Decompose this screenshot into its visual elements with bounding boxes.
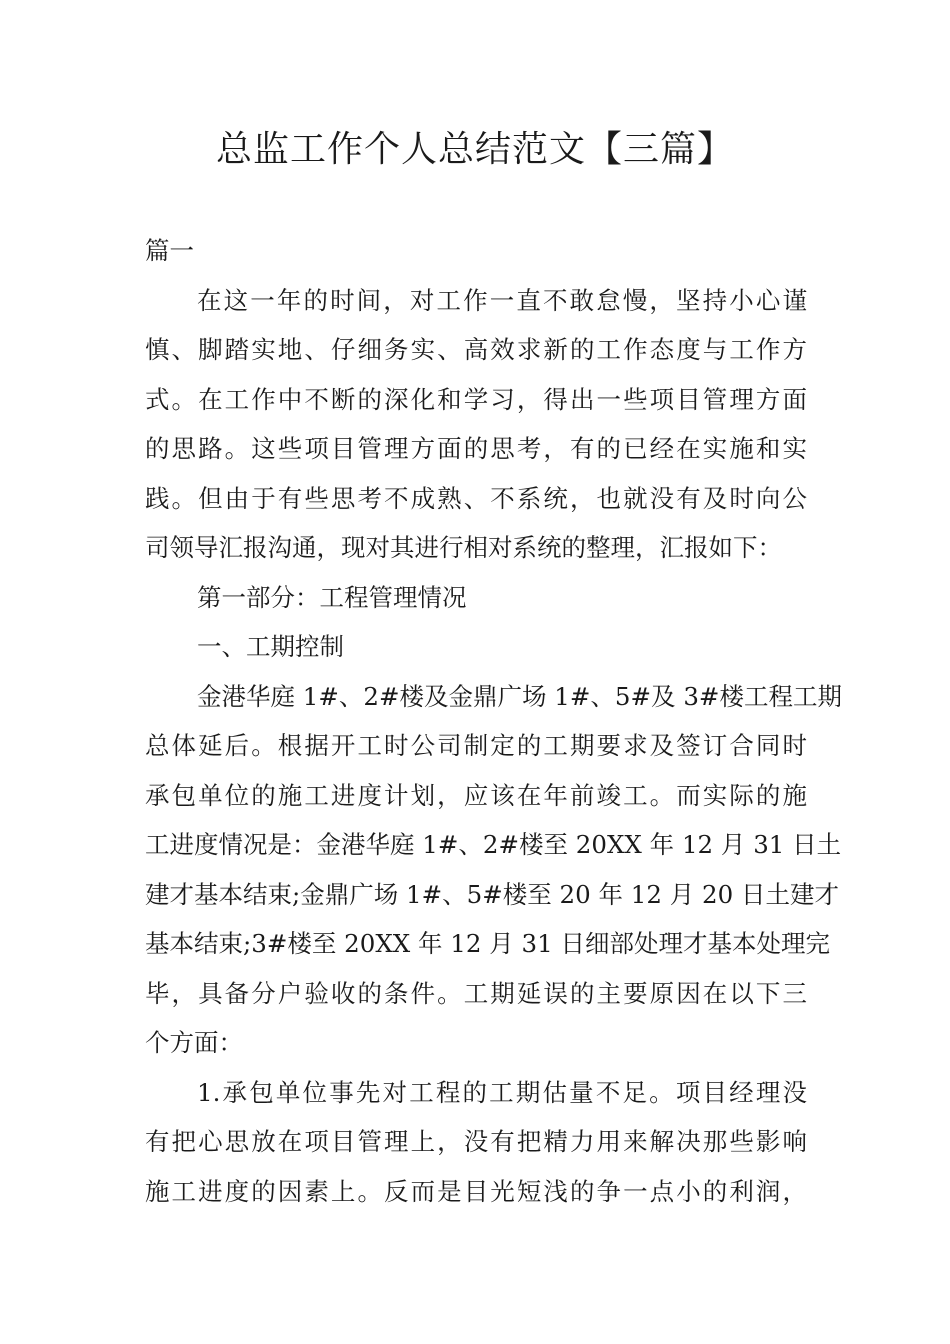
text-line: 工进度情况是：金港华庭 1#、2#楼至 20XX 年 12 月 31 日土 (145, 830, 842, 859)
text-line: 建才基本结束;金鼎广场 1#、5#楼至 20 年 12 月 20 日土建才 (145, 879, 840, 909)
text-line: 金港华庭 1#、2#楼及金鼎广场 1#、5#及 3#楼工程工期 (197, 681, 842, 711)
text-line: 施工进度的因素上。反而是目光短浅的争一点小的利润， (145, 1176, 807, 1206)
text-line: 个方面： (145, 1028, 243, 1057)
text-line: 有把心思放在项目管理上，没有把精力用来解决那些影响 (145, 1127, 807, 1156)
text-line: 1.承包单位事先对工程的工期估量不足。项目经理没 (197, 1077, 807, 1107)
text-line: 践。但由于有些思考不成熟、不系统，也就没有及时向公 (145, 483, 807, 513)
text-line: 篇一 (145, 236, 194, 265)
document-body (145, 226, 842, 1216)
document-title: 总监工作个人总结范文【三篇】 (215, 129, 734, 170)
text-line: 在这一年的时间，对工作一直不敢怠慢，坚持小心谨 (197, 285, 807, 315)
text-line: 毕，具备分户验收的条件。工期延误的主要原因在以下三 (145, 978, 807, 1008)
text-line: 第一部分：工程管理情况 (197, 582, 467, 612)
text-line: 总体延后。根据开工时公司制定的工期要求及签订合同时 (145, 731, 807, 760)
text-line: 司领导汇报沟通，现对其进行相对系统的整理，汇报如下： (145, 533, 782, 562)
text-line: 的思路。这些项目管理方面的思考，有的已经在实施和实 (145, 434, 807, 463)
text-line: 基本结束;3#楼至 20XX 年 12 月 31 日细部处理才基本处理完 (145, 929, 831, 958)
text-line: 慎、脚踏实地、仔细务实、高效求新的工作态度与工作方 (145, 335, 807, 364)
text-line: 式。在工作中不断的深化和学习，得出一些项目管理方面 (145, 384, 807, 414)
text-line: 一、工期控制 (197, 632, 344, 661)
text-line: 承包单位的施工进度计划，应该在年前竣工。而实际的施 (145, 780, 807, 810)
